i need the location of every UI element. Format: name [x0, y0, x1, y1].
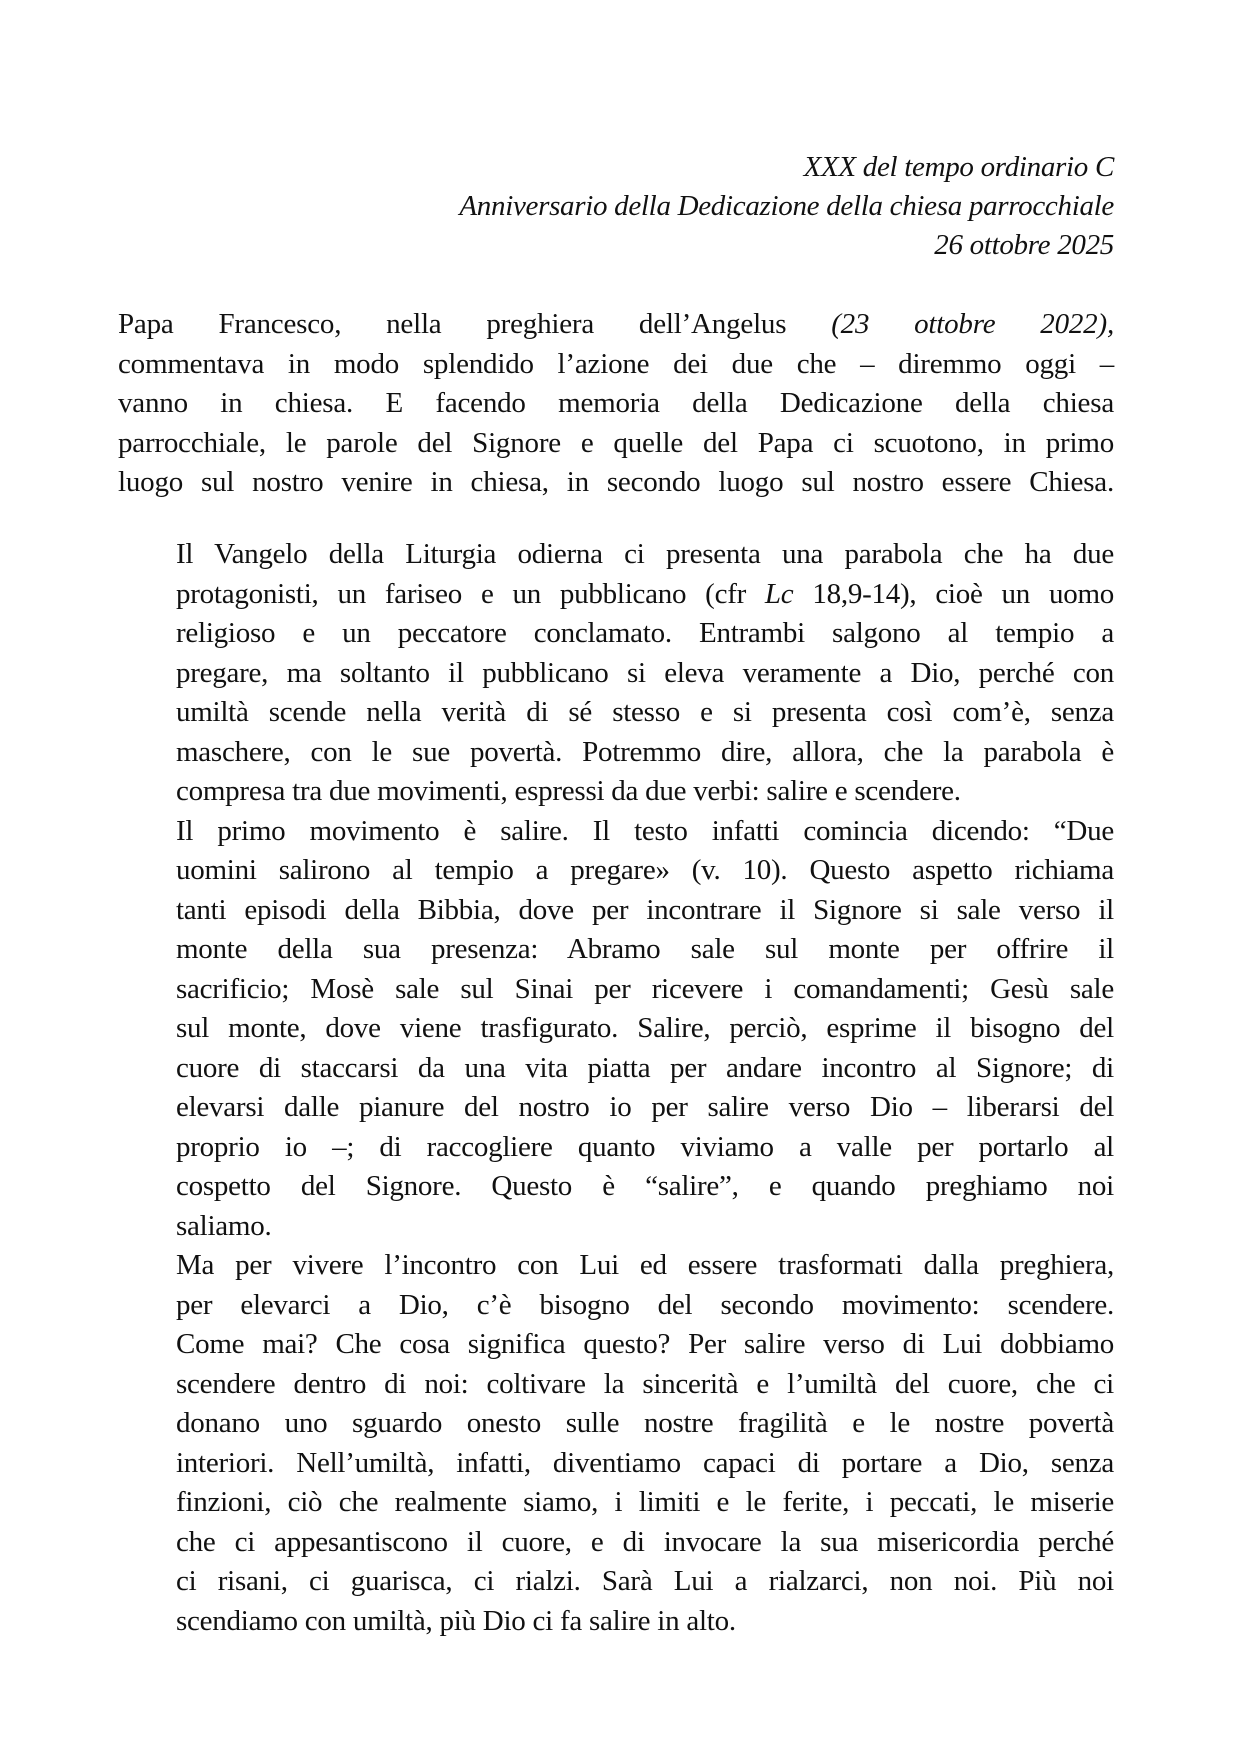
- text-line: uomini salirono al tempio a pregare» (v. 10). Questo aspetto richiama: [176, 854, 1114, 886]
- text-line: parrocchiale, le parole del Signore e quelle del Papa ci scuotono, in primo: [118, 426, 1114, 459]
- text-line: monte della sua presenza: Abramo sale sul monte per offrire il: [176, 933, 1114, 965]
- text-line: sacrificio; Mosè sale sul Sinai per ricevere i comandamenti; Gesù sale: [176, 972, 1114, 1005]
- text-line: Papa Francesco, nella preghiera dell’Angelus (23 ottobre 2022),: [118, 308, 1114, 340]
- text-line: tanti episodi della Bibbia, dove per incontrare il Signore si sale verso il: [176, 893, 1114, 926]
- text-line: cospetto del Signore. Questo è “salire”, e quando preghiamo noi: [176, 1170, 1114, 1202]
- text-line: donano uno sguardo onesto sulle nostre fragilità e le nostre povertà: [176, 1407, 1114, 1439]
- liturgical-day: XXX del tempo ordinario C: [803, 151, 1114, 183]
- text-line: umiltà scende nella verità di sé stesso e si presenta così com’è, senza: [176, 696, 1114, 728]
- text-line: finzioni, ciò che realmente siamo, i limiti e le ferite, i peccati, le miserie: [176, 1486, 1114, 1518]
- document-header: [459, 148, 1114, 265]
- text-line: commentava in modo splendido l’azione dei due che – diremmo oggi –: [118, 347, 1114, 380]
- text-line: proprio io –; di raccogliere quanto viviamo a valle per portarlo al: [176, 1130, 1114, 1163]
- text-line: interiori. Nell’umiltà, infatti, diventiamo capaci di portare a Dio, senza: [176, 1446, 1114, 1479]
- quote-paragraph-1: [176, 535, 1114, 812]
- text-line: Il primo movimento è salire. Il testo infatti comincia dicendo: “Due: [176, 814, 1114, 847]
- angelus-quote-block: [176, 535, 1114, 1641]
- intro-paragraph: [118, 305, 1114, 503]
- angelus-date: (23 ottobre 2022),: [831, 308, 1114, 340]
- text-line: pregare, ma soltanto il pubblicano si eleva veramente a Dio, perché con: [176, 656, 1114, 689]
- text-line: scendiamo con umiltà, più Dio ci fa salire in alto.: [176, 1604, 736, 1637]
- text-line: protagonisti, un fariseo e un pubblicano (cfr Lc 18,9-14), cioè un uomo: [176, 577, 1115, 610]
- text-line: Ma per vivere l’incontro con Lui ed essere trasformati dalla preghiera,: [176, 1249, 1114, 1281]
- text-line: scendere dentro di noi: coltivare la sincerità e l’umiltà del cuore, che ci: [176, 1367, 1114, 1400]
- quote-paragraph-2: [176, 812, 1114, 1247]
- quote-paragraph-3: [176, 1246, 1114, 1641]
- text-line: saliamo.: [176, 1209, 272, 1242]
- text-line: compresa tra due movimenti, espressi da due verbi: salire e scendere.: [176, 775, 961, 807]
- text-line: religioso e un peccatore conclamato. Entrambi salgono al tempio a: [176, 617, 1114, 649]
- text-line: che ci appesantiscono il cuore, e di invocare la sua misericordia perché: [176, 1525, 1114, 1558]
- occasion-title: Anniversario della Dedicazione della chiesa parrocchiale: [459, 190, 1114, 222]
- text-line: Come mai? Che cosa significa questo? Per salire verso di Lui dobbiamo: [176, 1328, 1114, 1360]
- text-line: elevarsi dalle pianure del nostro io per salire verso Dio – liberarsi del: [176, 1091, 1114, 1123]
- text-line: ci risani, ci guarisca, ci rialzi. Sarà Lui a rialzarci, non noi. Più noi: [176, 1565, 1114, 1597]
- text-line: cuore di staccarsi da una vita piatta per andare incontro al Signore; di: [176, 1051, 1114, 1084]
- text-line: luogo sul nostro venire in chiesa, in secondo luogo sul nostro essere Chiesa.: [118, 466, 1114, 498]
- gospel-reference-abbrev: Lc: [764, 577, 794, 610]
- text-line: sul monte, dove viene trasfigurato. Salire, perciò, esprime il bisogno del: [176, 1012, 1114, 1044]
- document-date: 26 ottobre 2025: [934, 229, 1114, 261]
- text-line: Il Vangelo della Liturgia odierna ci presenta una parabola che ha due: [176, 538, 1114, 570]
- text-line: vanno in chiesa. E facendo memoria della Dedicazione della chiesa: [118, 387, 1114, 419]
- text-line: maschere, con le sue povertà. Potremmo dire, allora, che la parabola è: [176, 735, 1114, 768]
- text-line: per elevarci a Dio, c’è bisogno del secondo movimento: scendere.: [176, 1288, 1114, 1321]
